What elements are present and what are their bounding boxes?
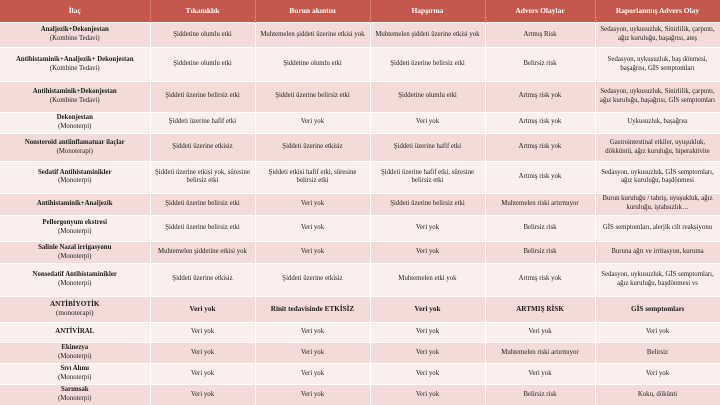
drug-cell [0,112,150,133]
drug-cell [0,48,150,81]
drug-name: Sarımsak [60,386,89,394]
runny-nose-cell: Veri yok [255,215,370,242]
header-runny-nose: Burun akıntısı [255,0,370,23]
congestion-cell: Veri yok [150,384,255,405]
reported-adverse-events-cell: Sedasyon, uykusuzluk, Sinirlilik, çarpıntı, ağız kuruluğu, başağrısı, GİS semptomları [595,81,720,112]
runny-nose-cell: Veri yok [255,343,370,364]
drug-name: Antihistaminik+Analjezik+ Dekonjestan [16,55,134,63]
runny-nose-cell: Veri yok [255,323,370,343]
adverse-events-cell: Belirsiz risk [485,215,595,242]
table-row [0,242,720,264]
drug-name: Salinle Nazal irrigasyonu [38,243,112,251]
drug-name: Analjezik+Dekonjestan [40,26,109,34]
runny-nose-cell: Şiddetine olumlu etki [255,48,370,81]
congestion-cell: Şiddeti üzerine etkisi yok, süresine belirsiz etki [150,162,255,193]
reported-adverse-events-cell: Veri yok [595,323,720,343]
reported-adverse-events-cell: Koku, dökünti [595,384,720,405]
table-row [0,296,720,323]
adverse-events-cell: Artmış Risk [485,23,595,48]
reported-adverse-events-cell: Sedasyon, uykusuzluk, GİS semptomları, ağız kuruluğu, başdönmesi [595,162,720,193]
drug-cell [0,384,150,405]
runny-nose-cell: Veri yok [255,112,370,133]
drug-name: Antihistaminik+Dekonjestan [32,87,117,95]
sneezing-cell: Muhtemelen şiddeti üzerine etkisi yok [370,23,485,48]
therapy-type: (Monoterpi) [58,279,92,287]
therapy-type: (Monoterpi) [58,373,92,381]
table-row [0,133,720,162]
sneezing-cell: Veri yok [370,364,485,385]
therapy-type: (Monoterpi) [58,252,92,260]
runny-nose-cell: Muhtemelen şiddeti üzerine etkisi yok [255,23,370,48]
runny-nose-cell: Veri yok [255,364,370,385]
reported-adverse-events-cell: GİS semptomları [595,296,720,323]
sneezing-cell: Şiddeti üzerine belirsiz etki [370,193,485,215]
runny-nose-cell: Şiddeti üzerine etkisiz [255,264,370,296]
table-row [0,264,720,296]
drug-name: Sıvı Alımı [60,365,89,373]
header-congestion: Tıkanıklık [150,0,255,23]
drug-cell [0,133,150,162]
reported-adverse-events-cell: Veri yok [595,364,720,385]
runny-nose-cell: Şiddeti üzerine etkisiz [255,133,370,162]
runny-nose-cell: Veri yok [255,193,370,215]
drug-cell [0,264,150,296]
table-row [0,384,720,405]
congestion-cell: Şiddetine olumlu etki [150,48,255,81]
adverse-events-cell: Belirsiz risk [485,242,595,264]
drug-cell [0,81,150,112]
table-row [0,364,720,385]
congestion-cell: Muhtemelen şiddetine etkisi yok [150,242,255,264]
sneezing-cell: Şiddeti üzerine belirsiz etki [370,48,485,81]
therapy-type: (monoterapi) [55,309,94,318]
congestion-cell: Şiddeti üzerine belirsiz etki [150,193,255,215]
sneezing-cell: Veri yok [370,215,485,242]
drug-cell [0,242,150,264]
adverse-events-cell: Belirsiz risk [485,384,595,405]
drug-name: Pellorgonyum ekstresi [42,219,108,227]
sneezing-cell: Veri yok [370,112,485,133]
sneezing-cell: Veri yok [370,242,485,264]
drug-name: Antihistaminik+Analjezik [36,199,113,207]
table-row [0,343,720,364]
adverse-events-cell: Veri yok [485,323,595,343]
table-row [0,81,720,112]
sneezing-cell: Veri yok [370,343,485,364]
reported-adverse-events-cell: Buruna ağrı ve irritasyon, kuruma [595,242,720,264]
runny-nose-cell: Şiddeti etkisi hafif etki, süresine belirsiz etki [255,162,370,193]
sneezing-cell: Şiddeti üzerine hafif etki [370,133,485,162]
drug-name: Nonsedatif Antihistaminikler [32,270,117,278]
drug-name: ANTİBİYOTİK [49,299,100,308]
congestion-cell: Şiddeti üzerine belirsiz etki [150,81,255,112]
table-row [0,23,720,48]
table-row [0,323,720,343]
congestion-cell: Veri yok [150,296,255,323]
reported-adverse-events-cell: Sedasyon, uykusuzluk, GİS semptomları, ağız kuruluğu, başdönmesi vs [595,264,720,296]
adverse-events-cell: Artmış risk yok [485,264,595,296]
runny-nose-cell: Şiddeti üzerine belirsiz etki [255,81,370,112]
therapy-type: (Monoterpi) [58,353,92,361]
sneezing-cell: Veri yok [370,323,485,343]
therapy-type: (Monoterpi) [58,177,92,185]
adverse-events-cell: Artmış risk yok [485,162,595,193]
table-row [0,162,720,193]
drug-name: ANTİVİRAL [55,328,95,336]
header-row [0,0,720,23]
sneezing-cell: Şiddetine olumlu etki [370,81,485,112]
adverse-events-cell: Belirsiz risk [485,48,595,81]
table-row [0,112,720,133]
reported-adverse-events-cell: Uykusuzluk, başağrısı [595,112,720,133]
header-sneezing: Hapşırma [370,0,485,23]
table-row [0,215,720,242]
header-drug: İlaç [0,0,150,23]
header-adverse-events: Advers Olaylar [485,0,595,23]
reported-adverse-events-cell: Belirsiz [595,343,720,364]
adverse-events-cell: Artmış risk yok [485,81,595,112]
runny-nose-cell: Rinit tedavisinde ETKİSİZ [255,296,370,323]
sneezing-cell: Veri yok [370,296,485,323]
therapy-type: (Monoterpi) [58,228,92,236]
reported-adverse-events-cell: Gastrointestinal etkiler, uyuşukluk, dökküntü, ağız kuruluğu, hiperaktivite [595,133,720,162]
reported-adverse-events-cell: Burun kuruluğu / tahriş, uyuşukluk, ağız kuruluğu, iştahsızlık… [595,193,720,215]
congestion-cell: Şiddeti üzerine etkisiz [150,133,255,162]
congestion-cell: Şiddetine olumlu etki [150,23,255,48]
drug-name: Nonsteroid antiinflamatuar ilaçlar [24,138,125,146]
congestion-cell: Veri yok [150,323,255,343]
drug-cell [0,343,150,364]
congestion-cell: Şiddeti üzerine hafif etki [150,112,255,133]
table-row [0,193,720,215]
congestion-cell: Şiddeti üzerine etkisiz [150,264,255,296]
drug-cell [0,215,150,242]
header-reported-adverse-events: Raporlanmış Advers Olay [595,0,720,23]
congestion-cell: Veri yok [150,343,255,364]
therapy-type: (Kombine Tedavi) [49,96,100,104]
drug-cell [0,23,150,48]
runny-nose-cell: Veri yok [255,242,370,264]
reported-adverse-events-cell: Sedasyon, uykusuzluk, Sinirlilik, çarpıntı, ağız kuruluğu, başağrısı, ateş [595,23,720,48]
therapy-type: (Kombine Tedavi) [49,35,100,43]
drug-cell [0,323,150,343]
adverse-events-cell: Artmış risk yok [485,133,595,162]
table-row [0,48,720,81]
adverse-events-cell: Veri yok [485,364,595,385]
congestion-cell: Şiddeti üzerine belirsiz etki [150,215,255,242]
reported-adverse-events-cell: GİS semptomları, alerjik cilt reaksiyonu [595,215,720,242]
drug-cell [0,296,150,323]
drug-name: Dekonjestan [56,113,93,121]
sneezing-cell: Veri yok [370,384,485,405]
therapy-type: (Kombine Tedavi) [49,64,100,72]
adverse-events-cell: ARTMIŞ RİSK [485,296,595,323]
congestion-cell: Veri yok [150,364,255,385]
sneezing-cell: Şiddeti üzerine hafif etki, süresine belirsiz etki [370,162,485,193]
adverse-events-cell: Artmış risk yok [485,112,595,133]
runny-nose-cell: Veri yok [255,384,370,405]
drug-cell [0,162,150,193]
therapy-type: (Monoterpi) [58,394,92,402]
drug-cell [0,193,150,215]
therapy-type: (Monoterapi) [56,147,93,155]
therapy-type: (Monoterpi) [58,122,92,130]
reported-adverse-events-cell: Sedasyon, uykusuzluk, baş dönmesi, başağrısı, GİS semptomları [595,48,720,81]
drug-name: Sedatif Antihistaminikler [38,168,112,176]
adverse-events-cell: Muhtemelen riski artırmıyor [485,193,595,215]
adverse-events-cell: Muhtemelen riski artırmıyor [485,343,595,364]
drug-cell [0,364,150,385]
sneezing-cell: Muhtemelen etki yok [370,264,485,296]
drug-name: Ekinezya [61,344,89,352]
